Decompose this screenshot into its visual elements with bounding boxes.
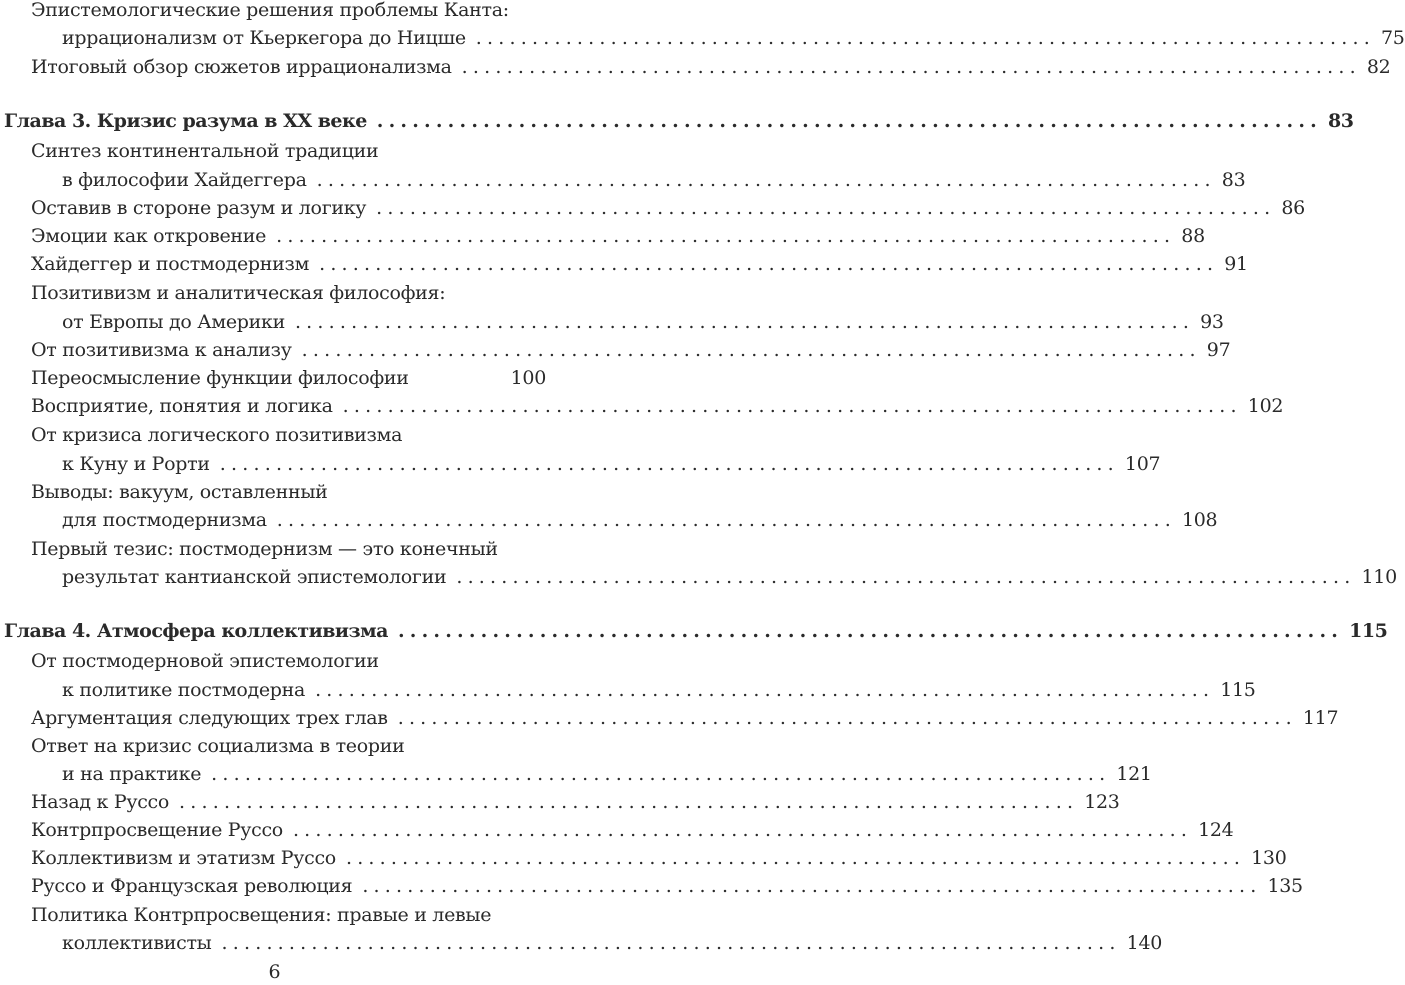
toc-entry: [0, 901, 549, 929]
toc-entry-title: От позитивизма к анализу: [31, 339, 292, 361]
toc-entry-title: для постмодернизма: [62, 509, 267, 531]
toc-entry-page: 108: [1181, 509, 1218, 531]
toc-entry-page: 82: [1366, 56, 1391, 78]
toc-entry-page: 115: [1349, 620, 1388, 642]
toc-entry-page: 75: [1380, 27, 1405, 49]
toc-entry-title: Эпистемологические решения проблемы Канта:: [31, 0, 509, 21]
toc-entry-page: 115: [1220, 679, 1256, 701]
toc-entry: [0, 676, 1256, 704]
toc-entry-page: 117: [1302, 707, 1339, 729]
toc-entry-title: в философии Хайдеггера: [62, 169, 307, 191]
toc-entry: [0, 250, 1248, 278]
toc-entry-title: Эмоции как откровение: [31, 225, 267, 247]
toc-entry-page: 135: [1267, 875, 1303, 897]
toc-entry: [0, 704, 1339, 732]
toc-entry-title: От постмодерновой эпистемологии: [31, 650, 379, 672]
toc-entry: [0, 563, 1397, 591]
toc-entry: [0, 392, 1284, 420]
toc-entry: [0, 166, 1246, 194]
dot-leader: ................................................................................: [376, 110, 1322, 132]
dot-leader: ................................................................................: [219, 453, 1119, 475]
toc-entry-page: 83: [1221, 169, 1246, 191]
dot-leader: ................................................................................: [456, 566, 1356, 588]
dot-leader: ................................................................................: [342, 395, 1242, 417]
toc-entry: [0, 450, 1161, 478]
toc-entry-page: 83: [1327, 110, 1354, 132]
toc-entry-title: От кризиса логического позитивизма: [31, 424, 403, 446]
toc-entry-title: Синтез континентальной традиции: [31, 140, 379, 162]
toc-entry-title: Итоговый обзор сюжетов иррационализма: [31, 56, 452, 78]
toc-entry-title: Позитивизм и аналитическая философия:: [31, 282, 446, 304]
toc-entry-page: 91: [1224, 253, 1248, 275]
toc-entry: [0, 732, 549, 760]
toc-entry: [0, 647, 549, 675]
toc-entry-title: Аргументация следующих трех глав: [31, 707, 388, 729]
toc-entry-title: от Европы до Америки: [62, 311, 285, 333]
toc-entry-title: результат кантианской эпистемологии: [62, 566, 447, 588]
toc-entry: [0, 0, 549, 24]
toc-entry: [0, 929, 1163, 957]
dot-leader: ................................................................................: [315, 679, 1215, 701]
dot-leader: ................................................................................: [461, 56, 1361, 78]
toc-chapter-heading: [0, 617, 1388, 645]
toc-entry: [0, 222, 1205, 250]
toc-entry-title: Ответ на кризис социализма в теории: [31, 735, 405, 757]
toc-entry-page: 110: [1361, 566, 1397, 588]
dot-leader: ................................................................................: [294, 311, 1195, 333]
toc-entry: [0, 308, 1224, 336]
dot-leader: ................................................................................: [221, 932, 1121, 954]
toc-entry: [0, 137, 549, 165]
dot-leader: ................................................................................: [179, 791, 1079, 813]
dot-leader: ................................................................................: [376, 197, 1276, 219]
dot-leader: ................................................................................: [316, 169, 1216, 191]
toc-entry-title: Первый тезис: постмодернизм — это конечный: [31, 538, 498, 560]
page-number: 6: [268, 961, 281, 983]
toc-entry-title: Назад к Руссо: [31, 791, 170, 813]
toc-entry-page: 86: [1281, 197, 1305, 219]
toc-entry-title: Выводы: вакуум, оставленный: [31, 481, 328, 503]
toc-entry-title: Контрпросвещение Руссо: [31, 819, 283, 841]
toc-entry: [0, 816, 1234, 844]
toc-entry-title: Оставив в стороне разум и логику: [31, 197, 367, 219]
toc-entry-title: к Куну и Рорти: [62, 453, 210, 475]
toc-entry: [0, 844, 1287, 872]
dot-leader: ................................................................................: [292, 819, 1193, 841]
toc-entry-page: 93: [1200, 311, 1224, 333]
dot-leader: ................................................................................: [319, 253, 1219, 275]
toc-entry-page: 123: [1084, 791, 1120, 813]
dot-leader: ................................................................................: [345, 847, 1246, 869]
dot-leader: ................................................................................: [397, 620, 1344, 642]
dot-leader: ................................................................................: [362, 875, 1262, 897]
toc-entry-title: Восприятие, понятия и логика: [31, 395, 333, 417]
toc-entry: [0, 53, 1391, 81]
toc-entry-page: 97: [1206, 339, 1231, 361]
toc-entry: [0, 421, 549, 449]
dot-leader: ................................................................................: [276, 509, 1176, 531]
toc-entry-page: 140: [1126, 932, 1163, 954]
toc-entry-title: Политика Контрпросвещения: правые и левые: [31, 904, 492, 926]
toc-entry: [0, 872, 1303, 900]
toc-entry-title: к политике постмодерна: [62, 679, 306, 701]
dot-leader: ................................................................................: [276, 225, 1176, 247]
toc-entry-title: Коллективизм и этатизм Руссо: [31, 847, 336, 869]
toc-entry-title: Руссо и Французская революция: [31, 875, 353, 897]
toc-entry-page: 124: [1198, 819, 1234, 841]
toc-entry-title: Хайдеггер и постмодернизм: [31, 253, 310, 275]
toc-entry: [0, 478, 549, 506]
toc-entry-title: иррационализм от Кьеркегора до Ницше: [62, 27, 466, 49]
toc-entry: [0, 506, 1218, 534]
toc-entry-page: 102: [1247, 395, 1284, 417]
toc-entry-title: Глава 3. Кризис разума в ХХ веке: [4, 110, 367, 132]
toc-entry-title: и на практике: [62, 763, 202, 785]
toc-entry-page: 107: [1124, 453, 1161, 475]
toc-entry: [0, 364, 549, 392]
toc-entry: [0, 279, 549, 307]
toc-entry-page: 130: [1251, 847, 1287, 869]
toc-entry: [0, 194, 1305, 222]
toc-entry-title: коллективисты: [62, 932, 212, 954]
toc-entry-page: 121: [1116, 763, 1152, 785]
dot-leader: ................................................................................: [301, 339, 1201, 361]
toc-entry: [0, 24, 1405, 52]
dot-leader: ................................................................................: [397, 707, 1297, 729]
toc-chapter-heading: [0, 107, 1354, 135]
toc-entry-page: 88: [1181, 225, 1205, 247]
toc-entry-page: 100: [510, 367, 546, 389]
dot-leader: ................................................................................: [211, 763, 1111, 785]
toc-entry-title: Глава 4. Атмосфера коллективизма: [4, 620, 388, 642]
dot-leader: ................................................................................: [475, 27, 1375, 49]
toc-entry-title: Переосмысление функции философии: [31, 367, 409, 389]
toc-entry: [0, 336, 1231, 364]
toc-entry: [0, 535, 549, 563]
toc-entry: [0, 760, 1152, 788]
toc-entry: [0, 788, 1120, 816]
